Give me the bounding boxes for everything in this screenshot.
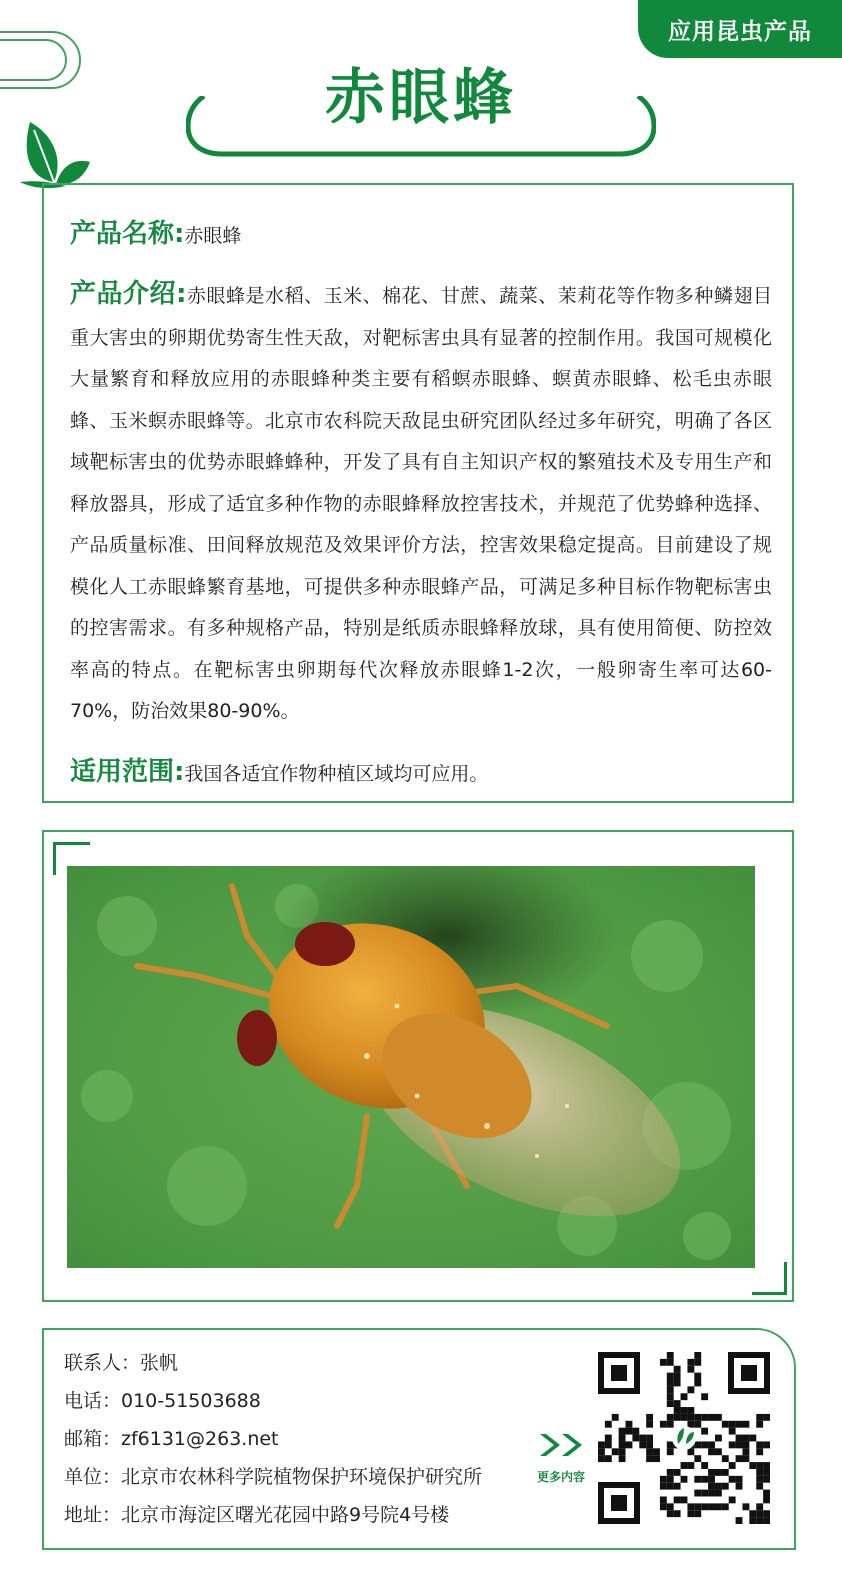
scope-row [70,750,770,797]
contact-phone: 电话：010-51503688 [64,1390,261,1412]
double-chevron-right-icon[interactable] [538,1432,590,1458]
leaf-icon [18,118,92,188]
category-tag: 应用昆虫产品 [638,0,842,58]
product-intro-label: 产品介绍: [70,279,187,309]
contact-unit: 单位：北京市农林科学院植物保护环境保护研究所 [64,1466,483,1488]
scope-value: 我国各适宜作物种植区域均可应用。 [184,763,489,785]
more-content-label[interactable]: 更多内容 [536,1470,585,1484]
wasp-photo [67,866,755,1268]
product-name-row [70,214,770,257]
scope-label: 适用范围: [70,757,185,787]
product-name-label: 产品名称: [70,219,185,249]
contact-email[interactable]: 邮箱：zf6131@263.net [64,1428,279,1450]
corner-bracket-bottom-right [752,1262,787,1295]
product-name-value: 赤眼蜂 [184,225,242,247]
contact-person: 联系人：张帆 [64,1352,179,1374]
product-intro [70,274,772,733]
decorative-loops [0,10,90,110]
page-title: 赤眼蜂 [325,63,517,133]
contact-address: 地址：北京市海淀区曙光花园中路9号院4号楼 [64,1504,450,1526]
product-intro-text: 赤眼蜂是水稻、玉米、棉花、甘蔗、蔬菜、茉莉花等作物多种鳞翅目重大害虫的卵期优势寄生性天敌，对靶标害虫具有显著的控制作用。我国可规模化大量繁育和释放应用的赤眼蜂种类主要有稻螟赤眼蜂、螟黄赤眼蜂、松毛虫赤眼蜂、玉米螟赤眼蜂等。北京市农科院天敌昆虫研究团队经过多年研究，明确了各区域靶标害虫的优势赤眼蜂蜂种，开发了具有自主知识产权的繁殖技术及专用生产和释放器具，形成了适宜多种作物的赤眼蜂释放控害技术，并规范了优势蜂种选择、产品质量标准、田间释放规范及效果评价方法，控害效果稳定提高。目前建设了规模化人工赤眼蜂繁育基地，可提供多种赤眼蜂产品，可满足多种目标作物靶标害虫的控害需求。有多种规格产品，特别是纸质赤眼蜂释放球，具有使用简便、防控效率高的特点。在靶标害虫卵期每代次释放赤眼蜂1-2次，一般卵寄生率可达60-70%，防治效果80-90%。 [70,285,772,722]
qr-code[interactable] [598,1352,770,1524]
